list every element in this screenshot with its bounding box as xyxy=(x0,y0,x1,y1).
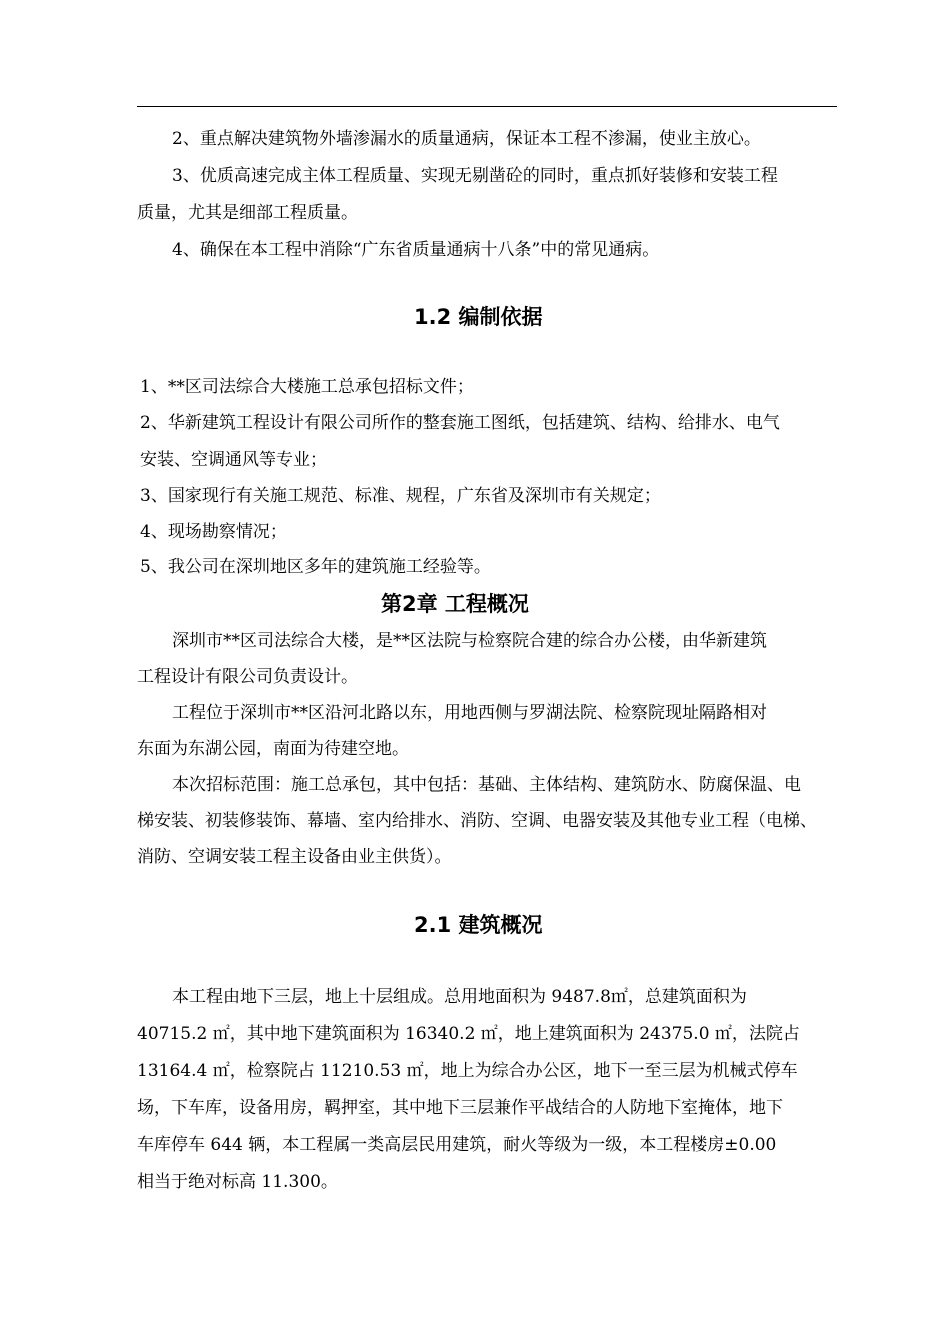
basis-item-2-line-1: 2、华新建筑工程设计有限公司所作的整套施工图纸，包括建筑、结构、给排水、电气 xyxy=(140,413,780,433)
building-line-5: 车库停车 644 辆，本工程属一类高层民用建筑，耐火等级为一级，本工程楼房±0.00 xyxy=(137,1135,777,1155)
overview-para-2-line-2: 东面为东湖公园，南面为待建空地。 xyxy=(137,739,409,759)
overview-para-3-line-2: 梯安装、初装修装饰、幕墙、室内给排水、消防、空调、电器安装及其他专业工程（电梯、 xyxy=(137,811,817,831)
building-line-2: 40715.2 ㎡，其中地下建筑面积为 16340.2 ㎡，地上建筑面积为 24375.0 ㎡，法院占 xyxy=(137,1024,800,1044)
section-heading-1-2: 1.2 编制依据 xyxy=(414,305,543,329)
chapter-title: 第2章 工程概况 xyxy=(381,592,529,616)
overview-para-2-line-1: 工程位于深圳市**区沿河北路以东，用地西侧与罗湖法院、检察院现址隔路相对 xyxy=(172,703,767,723)
building-line-3: 13164.4 ㎡，检察院占 11210.53 ㎡，地上为综合办公区，地下一至三层为机械式停车 xyxy=(137,1061,798,1081)
section-heading-2-1: 2.1 建筑概况 xyxy=(414,913,543,937)
basis-item-3: 3、国家现行有关施工规范、标准、规程，广东省及深圳市有关规定； xyxy=(140,486,661,506)
overview-para-1-line-2: 工程设计有限公司负责设计。 xyxy=(137,667,358,687)
basis-item-1: 1、**区司法综合大楼施工总承包招标文件； xyxy=(140,377,474,397)
overview-para-3-line-1: 本次招标范围：施工总承包，其中包括：基础、主体结构、建筑防水、防腐保温、电 xyxy=(172,775,801,795)
goal-item-4: 4、确保在本工程中消除“广东省质量通病十八条”中的常见通病。 xyxy=(172,240,660,260)
goal-item-3-line-2: 质量，尤其是细部工程质量。 xyxy=(137,203,358,223)
basis-item-5: 5、我公司在深圳地区多年的建筑施工经验等。 xyxy=(140,557,491,577)
goal-item-2: 2、重点解决建筑物外墙渗漏水的质量通病，保证本工程不渗漏，使业主放心。 xyxy=(172,129,761,149)
overview-para-3-line-3: 消防、空调安装工程主设备由业主供货）。 xyxy=(137,847,452,867)
basis-item-4: 4、现场勘察情况； xyxy=(140,522,287,542)
building-line-1: 本工程由地下三层，地上十层组成。总用地面积为 9487.8㎡，总建筑面积为 xyxy=(172,987,747,1007)
goal-item-3-line-1: 3、优质高速完成主体工程质量、实现无剔凿砼的同时，重点抓好装修和安装工程 xyxy=(172,166,778,186)
basis-item-2-line-2: 安装、空调通风等专业； xyxy=(140,450,327,470)
building-line-6: 相当于绝对标高 11.300。 xyxy=(137,1172,338,1192)
header-rule xyxy=(137,106,837,107)
overview-para-1-line-1: 深圳市**区司法综合大楼，是**区法院与检察院合建的综合办公楼，由华新建筑 xyxy=(172,631,767,651)
building-line-4: 场，下车库，设备用房，羁押室，其中地下三层兼作平战结合的人防地下室掩体，地下 xyxy=(137,1098,783,1118)
